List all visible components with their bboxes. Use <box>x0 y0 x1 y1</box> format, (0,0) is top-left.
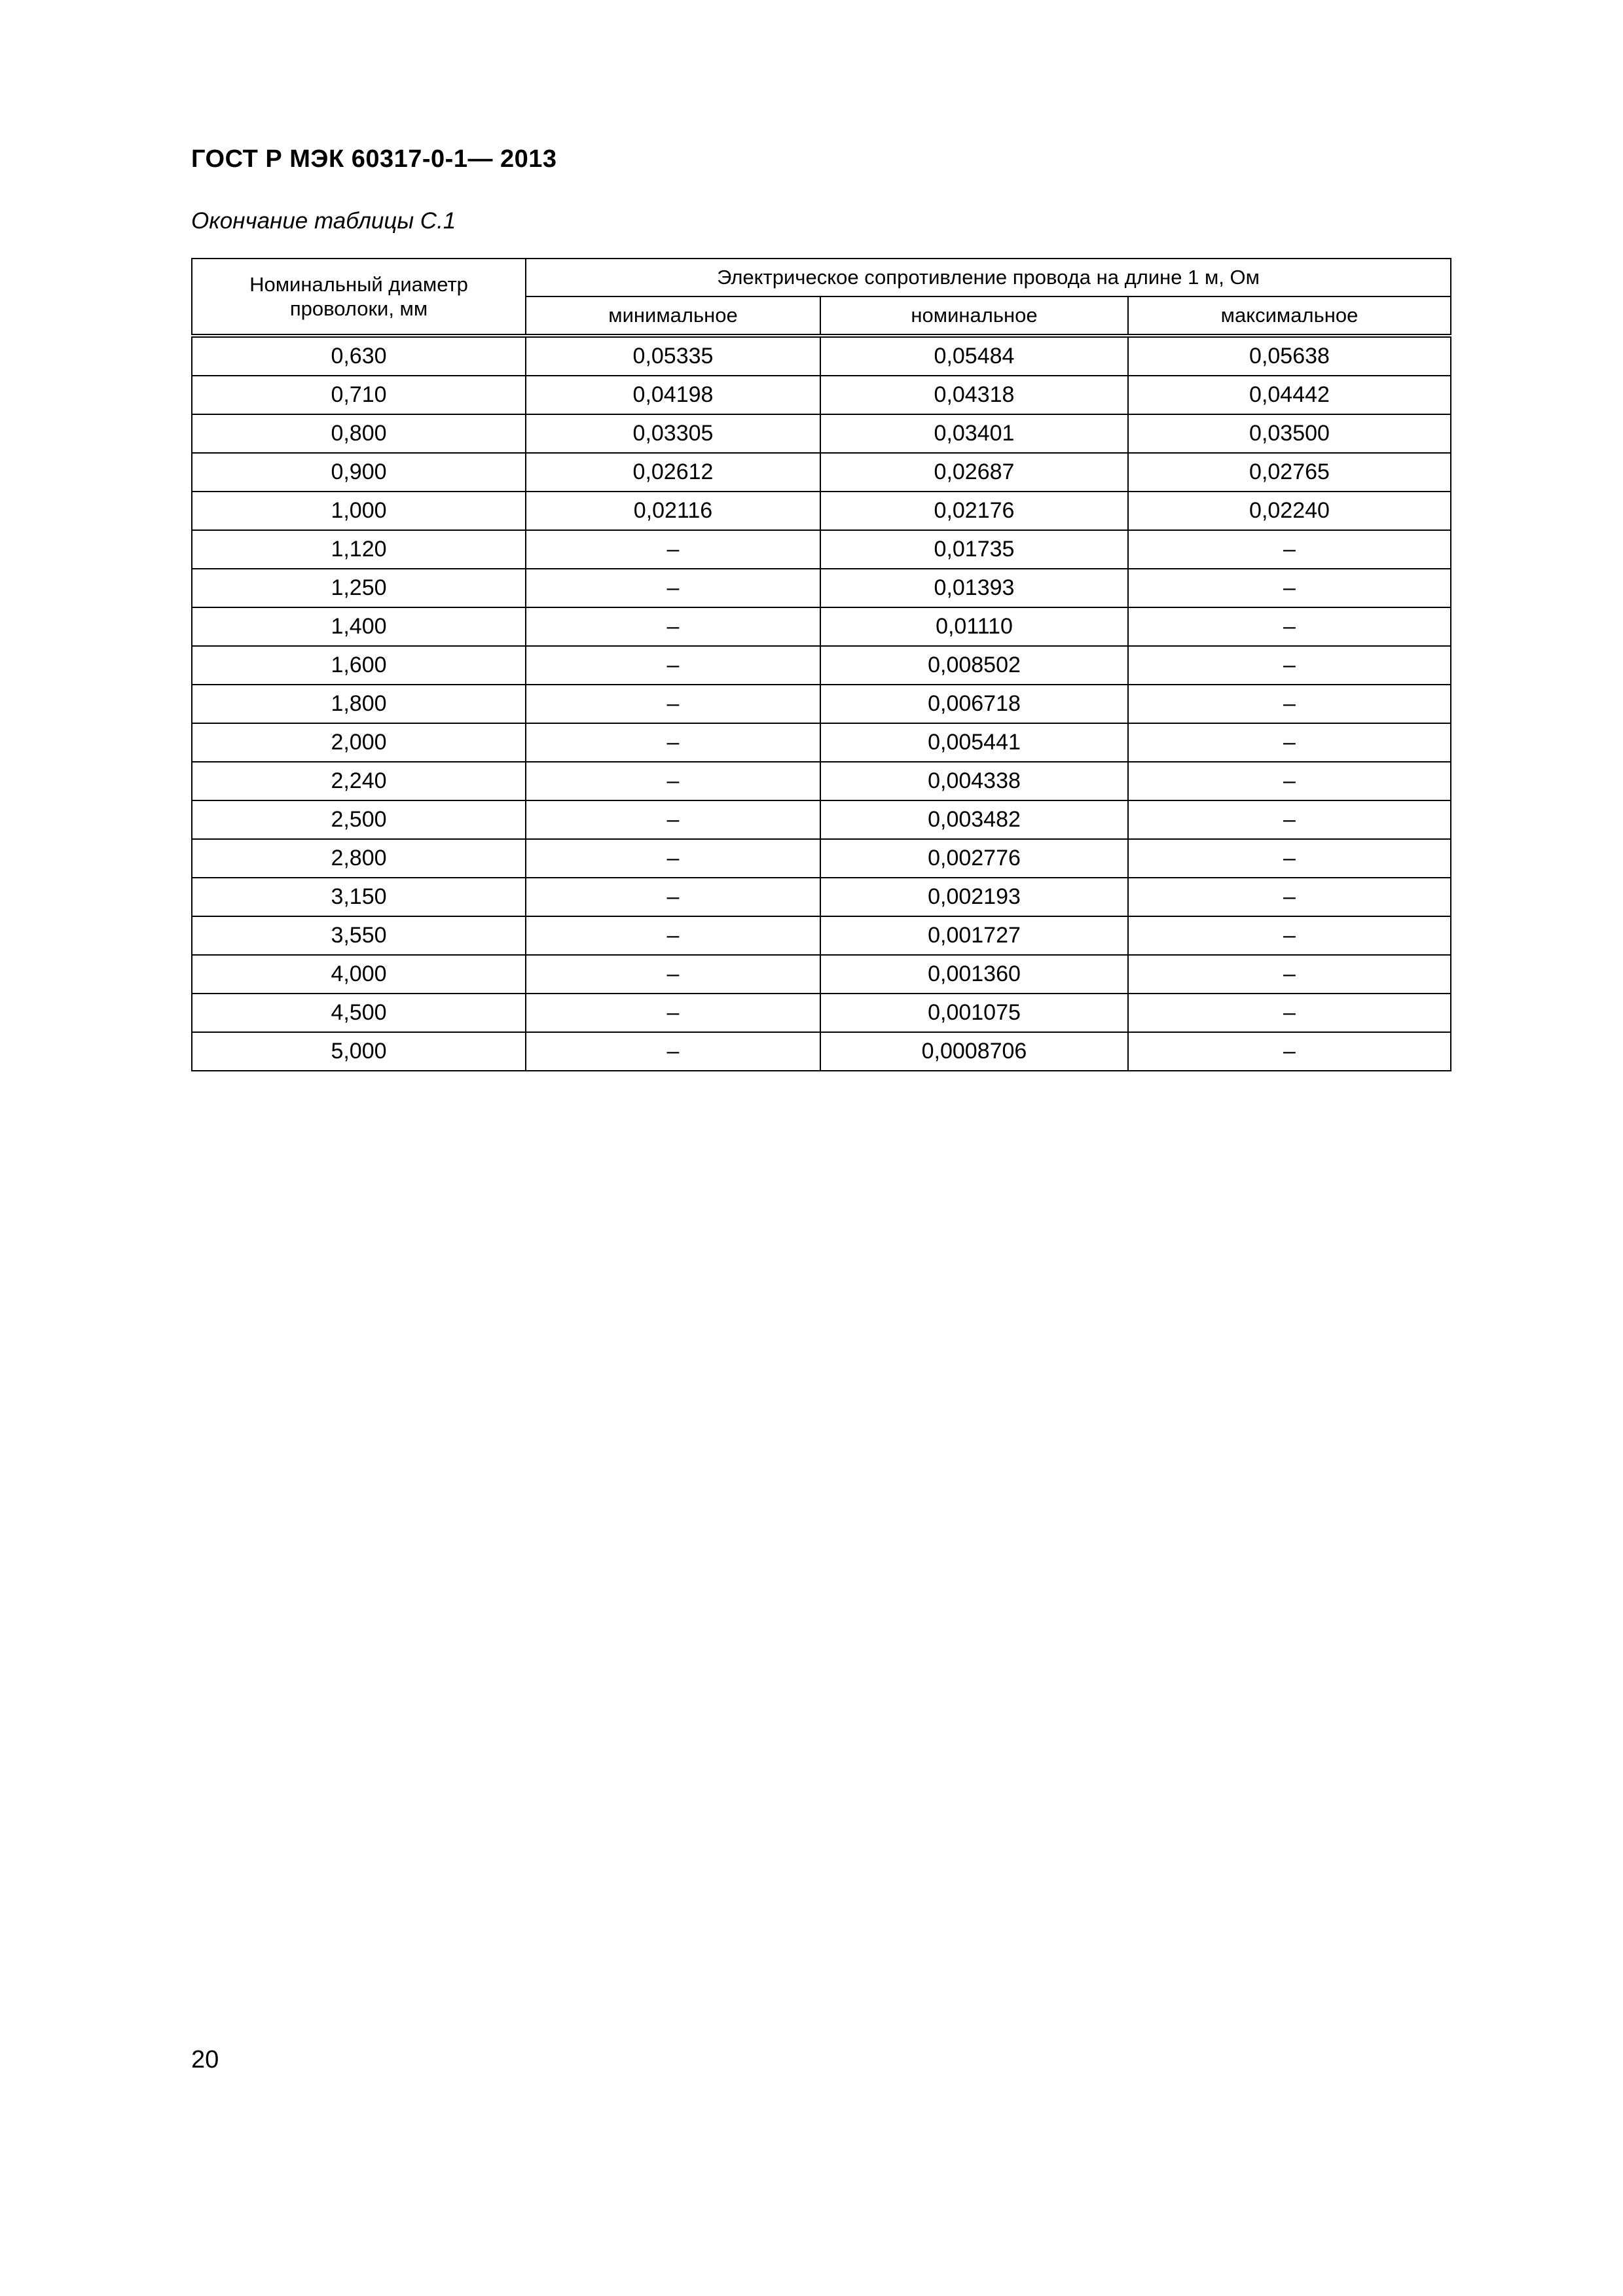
cell-max: – <box>1128 607 1451 646</box>
table-row <box>192 800 1451 839</box>
cell-min: 0,04198 <box>526 376 820 414</box>
cell-nom: 0,0008706 <box>820 1032 1128 1071</box>
cell-diameter: 0,630 <box>192 336 526 376</box>
cell-nom: 0,001360 <box>820 955 1128 994</box>
cell-diameter: 1,120 <box>192 530 526 569</box>
cell-min: – <box>526 878 820 916</box>
cell-nom: 0,01110 <box>820 607 1128 646</box>
cell-nom: 0,008502 <box>820 646 1128 685</box>
cell-min: – <box>526 839 820 878</box>
table-row <box>192 1032 1451 1071</box>
column-header-max: максимальное <box>1128 296 1451 336</box>
cell-max: – <box>1128 955 1451 994</box>
cell-diameter: 4,000 <box>192 955 526 994</box>
cell-min: – <box>526 569 820 607</box>
cell-diameter: 2,000 <box>192 723 526 762</box>
table-caption: Окончание таблицы С.1 <box>191 208 456 234</box>
cell-max: 0,03500 <box>1128 414 1451 453</box>
cell-min: 0,02116 <box>526 492 820 530</box>
table-row <box>192 414 1451 453</box>
cell-nom: 0,005441 <box>820 723 1128 762</box>
cell-diameter: 0,900 <box>192 453 526 492</box>
page-number: 20 <box>191 2046 219 2073</box>
cell-diameter: 2,800 <box>192 839 526 878</box>
cell-max: – <box>1128 530 1451 569</box>
table-row <box>192 878 1451 916</box>
cell-max: 0,05638 <box>1128 336 1451 376</box>
cell-max: – <box>1128 1032 1451 1071</box>
table-row <box>192 607 1451 646</box>
cell-nom: 0,002193 <box>820 878 1128 916</box>
cell-min: – <box>526 800 820 839</box>
cell-diameter: 1,400 <box>192 607 526 646</box>
cell-min: – <box>526 762 820 800</box>
cell-max: – <box>1128 646 1451 685</box>
cell-nom: 0,01393 <box>820 569 1128 607</box>
table-body <box>192 336 1451 1071</box>
resistance-table <box>191 258 1451 1071</box>
table-row <box>192 955 1451 994</box>
table-row <box>192 530 1451 569</box>
table-row <box>192 569 1451 607</box>
cell-nom: 0,03401 <box>820 414 1128 453</box>
cell-min: 0,03305 <box>526 414 820 453</box>
cell-diameter: 2,500 <box>192 800 526 839</box>
cell-min: – <box>526 685 820 723</box>
column-header-diameter: Номинальный диаметр проволоки, мм <box>192 259 526 336</box>
cell-max: – <box>1128 916 1451 955</box>
cell-min: 0,02612 <box>526 453 820 492</box>
cell-nom: 0,02176 <box>820 492 1128 530</box>
cell-max: 0,04442 <box>1128 376 1451 414</box>
cell-diameter: 3,150 <box>192 878 526 916</box>
cell-diameter: 0,710 <box>192 376 526 414</box>
cell-max: – <box>1128 569 1451 607</box>
cell-min: 0,05335 <box>526 336 820 376</box>
table-row <box>192 839 1451 878</box>
cell-diameter: 3,550 <box>192 916 526 955</box>
cell-max: – <box>1128 800 1451 839</box>
cell-min: – <box>526 994 820 1032</box>
table-row <box>192 723 1451 762</box>
table-row <box>192 376 1451 414</box>
cell-max: – <box>1128 994 1451 1032</box>
table-row <box>192 492 1451 530</box>
cell-nom: 0,001075 <box>820 994 1128 1032</box>
cell-diameter: 5,000 <box>192 1032 526 1071</box>
cell-diameter: 1,800 <box>192 685 526 723</box>
cell-max: – <box>1128 762 1451 800</box>
table-row <box>192 762 1451 800</box>
cell-max: – <box>1128 878 1451 916</box>
cell-nom: 0,01735 <box>820 530 1128 569</box>
cell-nom: 0,02687 <box>820 453 1128 492</box>
cell-nom: 0,003482 <box>820 800 1128 839</box>
cell-min: – <box>526 723 820 762</box>
cell-nom: 0,004338 <box>820 762 1128 800</box>
cell-diameter: 4,500 <box>192 994 526 1032</box>
cell-diameter: 0,800 <box>192 414 526 453</box>
column-group-header-resistance: Электрическое сопротивление провода на длине 1 м, Ом <box>526 259 1451 296</box>
cell-nom: 0,002776 <box>820 839 1128 878</box>
column-header-min: минимальное <box>526 296 820 336</box>
cell-max: 0,02240 <box>1128 492 1451 530</box>
cell-nom: 0,04318 <box>820 376 1128 414</box>
cell-max: – <box>1128 839 1451 878</box>
table-row <box>192 916 1451 955</box>
table-row <box>192 646 1451 685</box>
table-row <box>192 336 1451 376</box>
column-header-nom: номинальное <box>820 296 1128 336</box>
cell-max: 0,02765 <box>1128 453 1451 492</box>
cell-min: – <box>526 916 820 955</box>
table-row <box>192 994 1451 1032</box>
cell-nom: 0,05484 <box>820 336 1128 376</box>
table-row <box>192 453 1451 492</box>
cell-min: – <box>526 607 820 646</box>
cell-max: – <box>1128 685 1451 723</box>
cell-min: – <box>526 530 820 569</box>
document-header: ГОСТ Р МЭК 60317-0-1— 2013 <box>191 145 557 173</box>
cell-min: – <box>526 955 820 994</box>
cell-diameter: 1,600 <box>192 646 526 685</box>
cell-max: – <box>1128 723 1451 762</box>
cell-diameter: 2,240 <box>192 762 526 800</box>
cell-nom: 0,006718 <box>820 685 1128 723</box>
cell-min: – <box>526 1032 820 1071</box>
cell-diameter: 1,000 <box>192 492 526 530</box>
table-row <box>192 685 1451 723</box>
cell-diameter: 1,250 <box>192 569 526 607</box>
cell-min: – <box>526 646 820 685</box>
cell-nom: 0,001727 <box>820 916 1128 955</box>
